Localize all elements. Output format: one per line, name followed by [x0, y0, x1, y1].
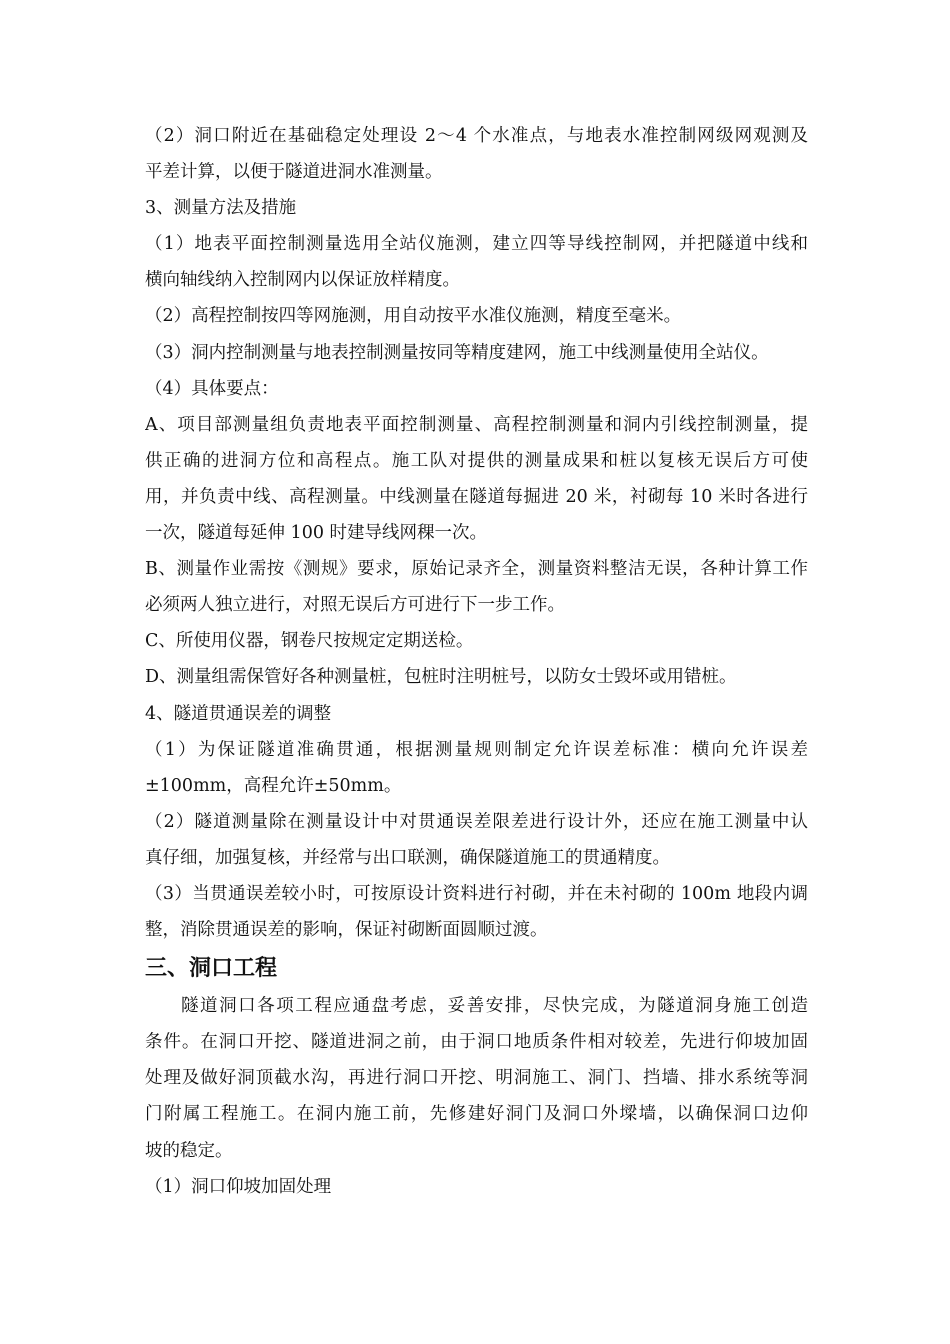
text-line: 横向轴线纳入控制网内以保证放样精度。	[145, 270, 460, 291]
text-line: ±100mm，高程允许±50mm。	[145, 775, 402, 796]
subsection-heading	[145, 696, 808, 732]
paragraph	[145, 988, 808, 1168]
text-line: （3）当贯通误差较小时，可按原设计资料进行衬砌，并在未衬砌的 100m 地段内调	[145, 883, 808, 904]
text-line: A、项目部测量组负责地表平面控制测量、高程控制测量和洞内引线控制测量，提	[145, 414, 808, 435]
paragraph	[145, 226, 808, 298]
text-line: （2）高程控制按四等网施测，用自动按平水准仪施测，精度至毫米。	[145, 306, 682, 327]
text-line: 平差计算，以便于隧道进洞水准测量。	[145, 162, 443, 183]
text-line: D、测量组需保管好各种测量桩，包桩时注明桩号，以防女士毁坏或用错桩。	[145, 667, 737, 688]
paragraph	[145, 732, 808, 804]
paragraph	[145, 1169, 808, 1205]
text-line: （1）洞口仰坡加固处理	[145, 1176, 332, 1197]
text-line: （3）洞内控制测量与地表控制测量按同等精度建网，施工中线测量使用全站仪。	[145, 342, 769, 363]
text-line: 门附属工程施工。在洞内施工前，先修建好洞门及洞口外墚墙，以确保洞口边仰	[145, 1104, 808, 1125]
text-line: B、测量作业需按《测规》要求，原始记录齐全，测量资料整洁无误，各种计算工作	[145, 559, 808, 580]
paragraph	[145, 804, 808, 876]
paragraph	[145, 298, 808, 334]
text-line: 供正确的进洞方位和高程点。施工队对提供的测量成果和桩以复核无误后方可使	[145, 450, 808, 471]
text-line: （4）具体要点：	[145, 378, 279, 399]
text-line: C、所使用仪器，钢卷尺按规定定期送检。	[145, 631, 474, 652]
text-line: 坡的稳定。	[145, 1140, 233, 1161]
paragraph	[145, 623, 808, 659]
paragraph	[145, 371, 808, 407]
document-body	[145, 118, 808, 1205]
text-line: 整，消除贯通误差的影响，保证衬砌断面圆顺过渡。	[145, 920, 548, 941]
text-line: （1）为保证隧道准确贯通，根据测量规则制定允许误差标准：横向允许误差	[145, 739, 808, 760]
paragraph	[145, 407, 808, 551]
subsection-heading	[145, 190, 808, 226]
text-line: （2）隧道测量除在测量设计中对贯通误差限差进行设计外，还应在施工测量中认	[145, 811, 808, 832]
text-line: 真仔细，加强复核，并经常与出口联测，确保隧道施工的贯通精度。	[145, 847, 670, 868]
paragraph	[145, 551, 808, 623]
paragraph	[145, 876, 808, 948]
text-line: 一次，隧道每延伸 100 时建导线网稞一次。	[145, 523, 488, 544]
paragraph	[145, 335, 808, 371]
section-heading: 三、洞口工程	[145, 956, 278, 982]
text-line: 必须两人独立进行，对照无误后方可进行下一步工作。	[145, 595, 565, 616]
text-line: 条件。在洞口开挖、隧道进洞之前，由于洞口地质条件相对较差，先进行仰坡加固	[145, 1032, 808, 1053]
text-line: 隧道洞口各项工程应通盘考虑，妥善安排，尽快完成，为隧道洞身施工创造	[181, 996, 808, 1017]
text-line: 用，并负责中线、高程测量。中线测量在隧道每掘进 20 米，衬砌每 10 米时各进行	[145, 486, 808, 507]
text-line: （1）地表平面控制测量选用全站仪施测，建立四等导线控制网，并把隧道中线和	[145, 234, 808, 255]
paragraph	[145, 118, 808, 190]
text-line: 4、隧道贯通误差的调整	[145, 703, 332, 724]
text-line: 3、测量方法及措施	[145, 198, 297, 219]
text-line: （2）洞口附近在基础稳定处理设 2～4 个水准点，与地表水准控制网级网观测及	[145, 126, 808, 146]
paragraph	[145, 659, 808, 695]
text-line: 处理及做好洞顶截水沟，再进行洞口开挖、明洞施工、洞门、挡墙、排水系统等洞	[145, 1068, 808, 1089]
